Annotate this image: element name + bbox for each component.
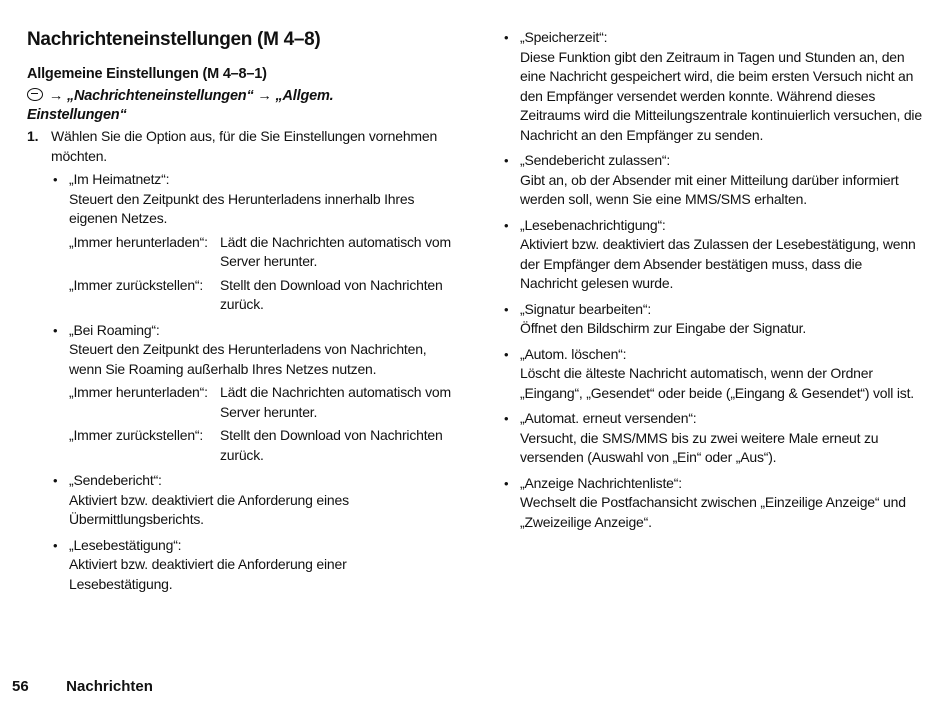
bullet-icon: • — [504, 475, 509, 491]
option-value-row — [69, 383, 452, 422]
section-title: Nachrichteneinstellungen (M 4–8) — [27, 29, 321, 50]
option-item — [51, 321, 452, 466]
option-value-term: „Immer zurückstellen“: — [69, 276, 204, 293]
option-item — [502, 345, 922, 404]
menu-path-line2: Einstellungen“ — [27, 107, 127, 123]
option-title: „Automat. erneut versenden“: — [520, 410, 697, 426]
menu-path-line1: → „Nachrichteneinstellungen“ → „Allgem. — [45, 88, 334, 104]
option-title: „Signatur bearbeiten“: — [520, 300, 652, 317]
bullet-icon: • — [504, 301, 509, 317]
menu-key-icon — [27, 88, 43, 101]
option-description: Steuert den Zeitpunkt des Herunterladens innerhalb Ihres eigenen Netzes. — [69, 190, 415, 226]
bullet-icon: • — [53, 172, 58, 187]
option-value-definition: Lädt die Nachrichten automatisch vom Server herunter. — [220, 233, 451, 269]
menu-path — [27, 87, 452, 125]
bullet-icon: • — [504, 153, 509, 168]
bullet-icon: • — [53, 473, 58, 488]
page-footer — [12, 678, 153, 695]
option-value-term: „Immer zurückstellen“: — [69, 427, 204, 443]
bullet-icon: • — [504, 346, 509, 362]
option-title: „Sendebericht“: — [69, 472, 162, 488]
option-description: Löscht die älteste Nachricht automatisch, wenn der Ordner „Eingang“, „Gesendet“ oder beide („Eingang & Gesendet“) voll ist. — [520, 365, 914, 401]
option-value-definition: Stellt den Download von Nachrichten zurück. — [220, 427, 443, 463]
option-description: Gibt an, ob der Absender mit einer Mitteilung darüber informiert werden soll, wenn Sie eine MMS/SMS erhalten. — [520, 171, 899, 207]
option-title: „Bei Roaming“: — [69, 321, 160, 338]
option-item — [502, 216, 922, 294]
option-value-row — [69, 276, 452, 315]
option-value-definition: Lädt die Nachrichten automatisch vom Server herunter. — [220, 384, 451, 420]
option-value-term: „Immer herunterladen“: — [69, 384, 208, 400]
option-description: Diese Funktion gibt den Zeitraum in Tagen und Stunden an, den eine Nachricht gespeichert wird, die beim ersten Versuch nicht an den Empfänger versendet werden konnte. Während dieses Zeitraums wird die Mitteilungszentrale kontinuierlich versuchen, die Nachricht an den Empfänger zu senden. — [520, 48, 922, 143]
chapter-name: Nachrichten — [66, 678, 153, 695]
option-title: „Lesebestätigung“: — [69, 536, 182, 553]
option-item — [502, 474, 922, 533]
option-item — [502, 28, 922, 145]
option-value-definition: Stellt den Download von Nachrichten zurück. — [220, 276, 443, 312]
option-description: Versucht, die SMS/MMS bis zu zwei weitere Male erneut zu versenden (Auswahl von „Ein“ oder „Aus“). — [520, 429, 879, 465]
option-title: „Sendebericht zulassen“: — [520, 152, 671, 168]
left-column — [27, 0, 452, 600]
option-title: „Im Heimatnetz“: — [69, 171, 170, 187]
option-title: „Speicherzeit“: — [520, 29, 608, 45]
option-item — [502, 409, 922, 468]
option-description: Öffnet den Bildschirm zur Eingabe der Signatur. — [520, 320, 807, 336]
option-list-left — [51, 170, 452, 594]
option-description: Aktiviert bzw. deaktiviert das Zulassen der Lesebestätigung, wenn der Empfänger dem Absender bestätigen muss, dass die Nachricht gelesen wurde. — [520, 236, 916, 291]
step-number: 1. — [27, 128, 39, 144]
option-item — [502, 151, 922, 210]
option-description: Wechselt die Postfachansicht zwischen „Einzeilige Anzeige“ und „Zweizeilige Anzeige“. — [520, 494, 906, 530]
bullet-icon: • — [504, 411, 509, 426]
option-list-right — [502, 28, 922, 532]
step-1 — [27, 127, 452, 166]
subsection-title: Allgemeine Einstellungen (M 4–8–1) — [27, 66, 267, 82]
option-description: Aktiviert bzw. deaktiviert die Anforderung eines Übermittlungsberichts. — [69, 491, 349, 527]
step-text: Wählen Sie die Option aus, für die Sie Einstellungen vornehmen möchten. — [51, 128, 438, 164]
bullet-icon: • — [53, 322, 58, 338]
option-values — [69, 233, 452, 315]
option-item — [51, 170, 452, 315]
page-number: 56 — [12, 678, 29, 695]
bullet-icon: • — [504, 217, 509, 233]
option-item — [502, 300, 922, 339]
option-description: Aktiviert bzw. deaktiviert die Anforderung einer Lesebestätigung. — [69, 556, 347, 592]
bullet-icon: • — [504, 30, 509, 45]
option-value-row — [69, 233, 452, 272]
option-values — [69, 383, 452, 465]
right-column — [502, 0, 922, 538]
bullet-icon: • — [53, 537, 58, 553]
option-item — [51, 471, 452, 530]
option-value-row — [69, 426, 452, 465]
option-description: Steuert den Zeitpunkt des Herunterladens von Nachrichten, wenn Sie Roaming außerhalb Ihres Netzes nutzen. — [69, 341, 427, 377]
option-title: „Lesebenachrichtigung“: — [520, 216, 666, 233]
option-title: „Autom. löschen“: — [520, 345, 627, 362]
option-value-term: „Immer herunterladen“: — [69, 233, 208, 250]
option-title: „Anzeige Nachrichtenliste“: — [520, 474, 682, 491]
option-item — [51, 536, 452, 595]
